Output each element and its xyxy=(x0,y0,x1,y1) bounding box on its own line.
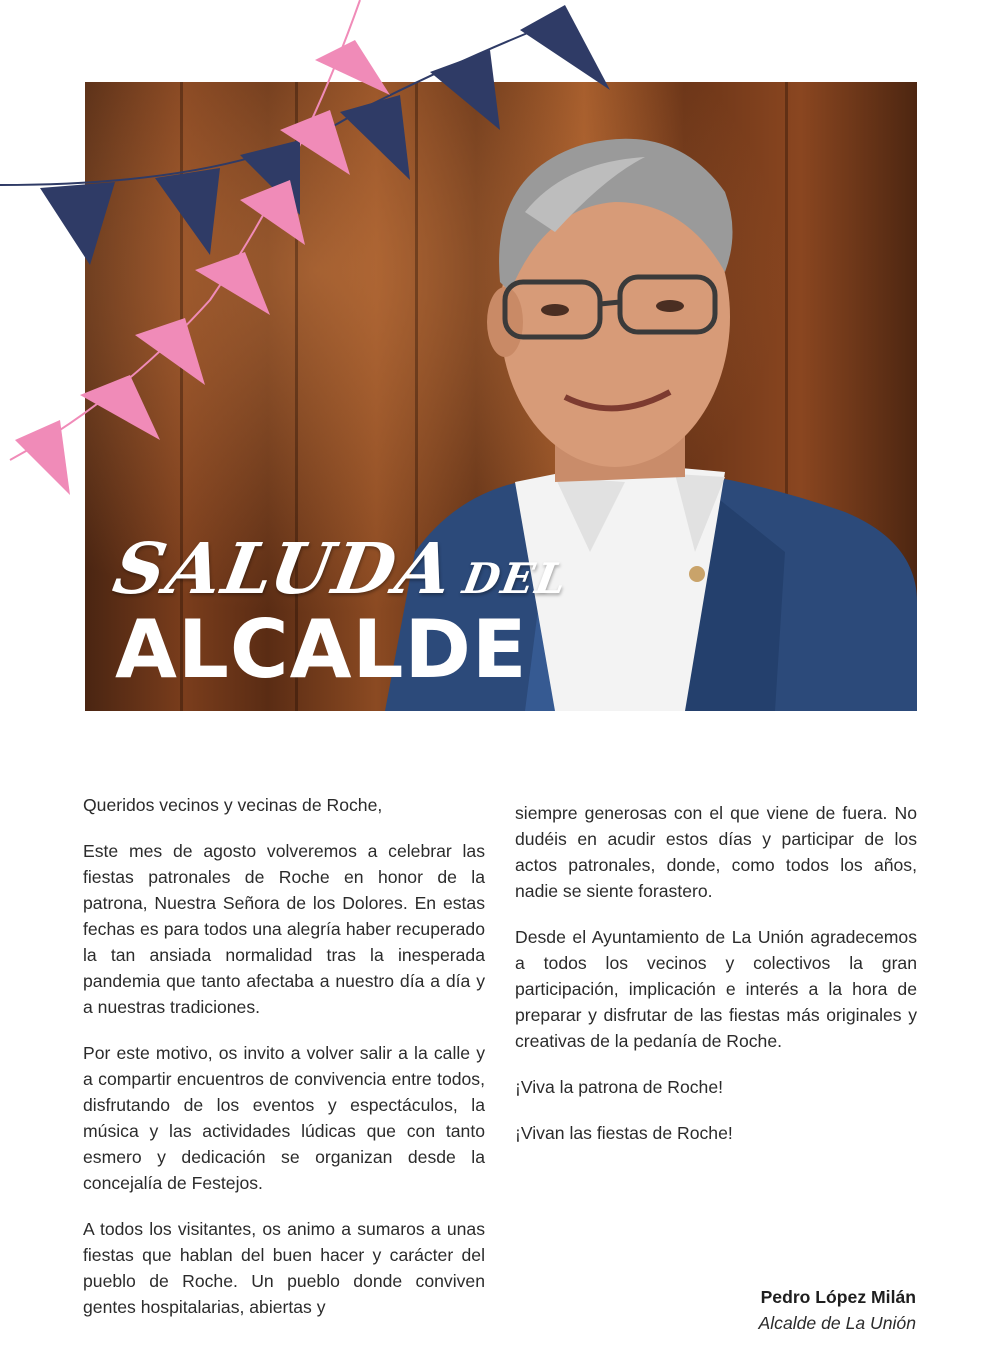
paragraph: Queridos vecinos y vecinas de Roche, xyxy=(83,795,383,815)
paragraph: A todos los visitantes, os animo a sumaros a unas fiestas que hablan del buen hacer y carácter del pueblo de Roche. Un pueblo donde conviven gentes hospitalarias, abiertas y xyxy=(83,1219,485,1317)
left-column xyxy=(83,792,485,1340)
paragraph: siempre generosas con el que viene de fuera. No dudéis en acudir estos días y participar de los actos patronales, donde, como todos los años, nadie se siente forastero. xyxy=(515,803,917,901)
header-small-title: DEL xyxy=(459,554,572,603)
paragraph: Por este motivo, os invito a volver salir a la calle y a compartir encuentros de convivencia entre todos, disfrutando de los eventos y espectáculos, la música y las actividades lúdicas que con tanto esmero y dedicación se organizan desde la concejalía de Festejos. xyxy=(83,1043,485,1193)
right-column xyxy=(515,800,917,1166)
paragraph: ¡Viva la patrona de Roche! xyxy=(515,1077,723,1097)
paragraph: Desde el Ayuntamiento de La Unión agradecemos a todos los vecinos y colectivos la gran participación, implicación e interés a la hora de preparar y disfrutar de las fiestas más originales y creativas de la pedanía de Roche. xyxy=(515,927,917,1051)
bunting-decoration xyxy=(0,0,640,510)
header-script-title: SALUDADEL xyxy=(107,527,572,610)
signature-name: Pedro López Milán xyxy=(760,1287,916,1307)
signature-role: Alcalde de La Unión xyxy=(758,1313,916,1333)
paragraph: Este mes de agosto volveremos a celebrar las fiestas patronales de Roche en honor de la patrona, Nuestra Señora de los Dolores. En estas fechas es para todos una alegría haber recuperado la tan ansiada normalidad tras la inesperada pandemia que tanto afectaba a nuestro día a día y a nuestras tradiciones. xyxy=(83,841,485,1017)
header-main-title: ALCALDE xyxy=(115,603,528,696)
signature-block xyxy=(759,1284,916,1336)
paragraph: ¡Vivan las fiestas de Roche! xyxy=(515,1123,733,1143)
